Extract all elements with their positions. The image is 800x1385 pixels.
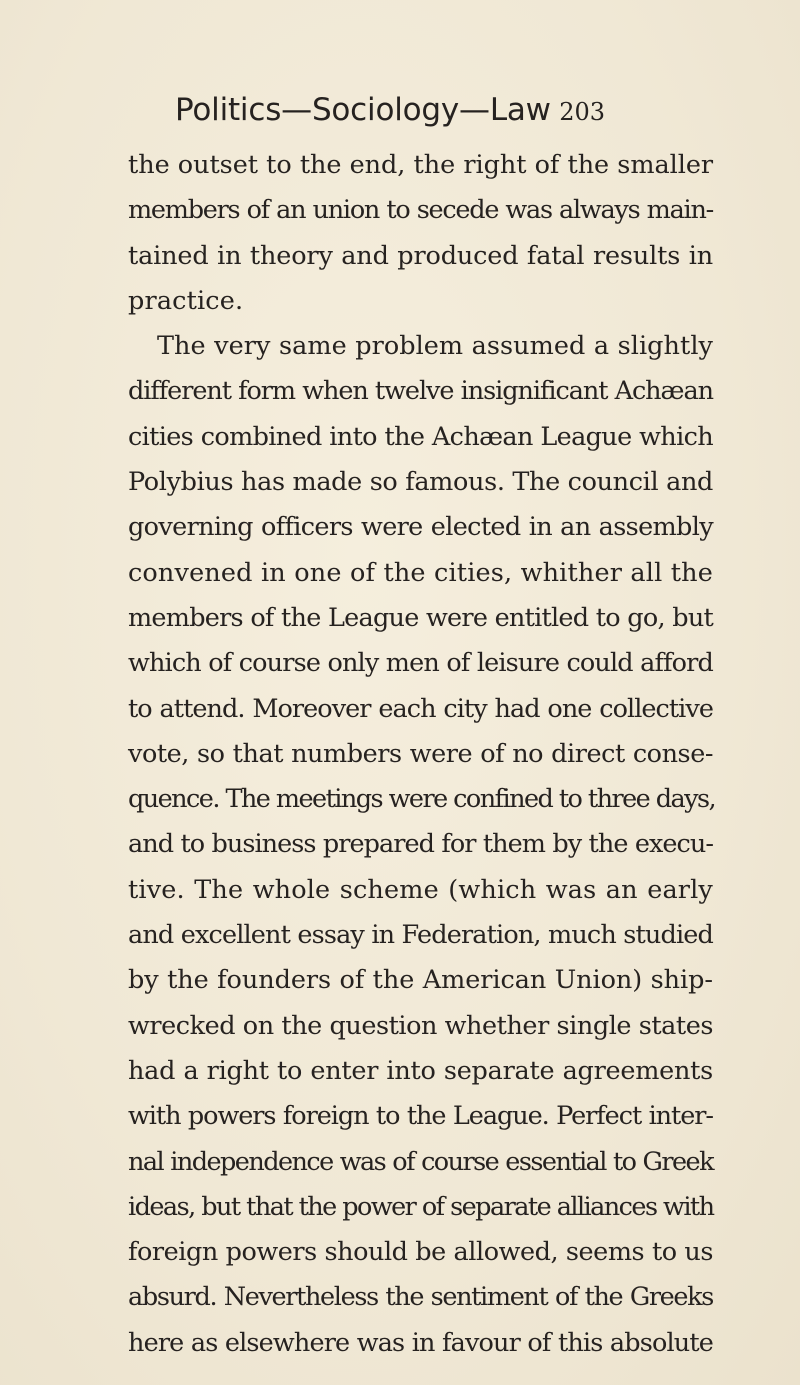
text-line: ideas, but that the power of separate alliances with xyxy=(128,1191,714,1222)
running-title: Politics—Sociology—Law xyxy=(175,92,551,128)
text-line: and excellent essay in Federation, much studied xyxy=(128,920,713,951)
text-line: Polybius has made so famous. The council and xyxy=(128,467,713,498)
text-line: members of the League were entitled to go, but xyxy=(128,602,713,633)
text-line: wrecked on the question whether single states xyxy=(128,1010,713,1041)
text-line: the outset to the end, the right of the smaller xyxy=(128,150,713,180)
text-line: vote, so that numbers were of no direct conse- xyxy=(128,738,713,769)
text-line: tive. The whole scheme (which was an early xyxy=(128,874,713,905)
text-line: nal independence was of course essential to Greek xyxy=(128,1146,713,1177)
text-line: by the founders of the American Union) ship- xyxy=(128,965,713,996)
text-line: foreign powers should be allowed, seems to us xyxy=(128,1237,713,1268)
running-head xyxy=(175,92,605,136)
text-line: tained in theory and produced fatal results in xyxy=(128,240,713,271)
text-line: which of course only men of leisure could afford xyxy=(128,648,713,679)
body-text xyxy=(128,143,716,1366)
text-line: quence. The meetings were confined to three days, xyxy=(128,784,716,815)
text-line: different form when twelve insignificant Achæan xyxy=(128,376,713,407)
text-line: governing officers were elected in an assembly xyxy=(128,512,713,543)
text-line: with powers foreign to the League. Perfect inter- xyxy=(128,1101,713,1132)
text-line: to attend. Moreover each city had one collective xyxy=(128,693,713,724)
text-line: had a right to enter into separate agreements xyxy=(128,1055,713,1086)
text-line: cities combined into the Achæan League which xyxy=(128,421,713,452)
text-line: absurd. Nevertheless the sentiment of the Greeks xyxy=(128,1282,713,1313)
text-line: members of an union to secede was always main- xyxy=(128,195,713,226)
paragraph-start-line: The very same problem assumed a slightly xyxy=(157,331,713,362)
text-line: practice. xyxy=(128,285,244,316)
text-line: and to business prepared for them by the execu- xyxy=(128,829,713,860)
text-line: convened in one of the cities, whither all the xyxy=(128,557,713,588)
page-number: 203 xyxy=(559,98,605,126)
text-line: here as elsewhere was in favour of this absolute xyxy=(128,1327,713,1358)
